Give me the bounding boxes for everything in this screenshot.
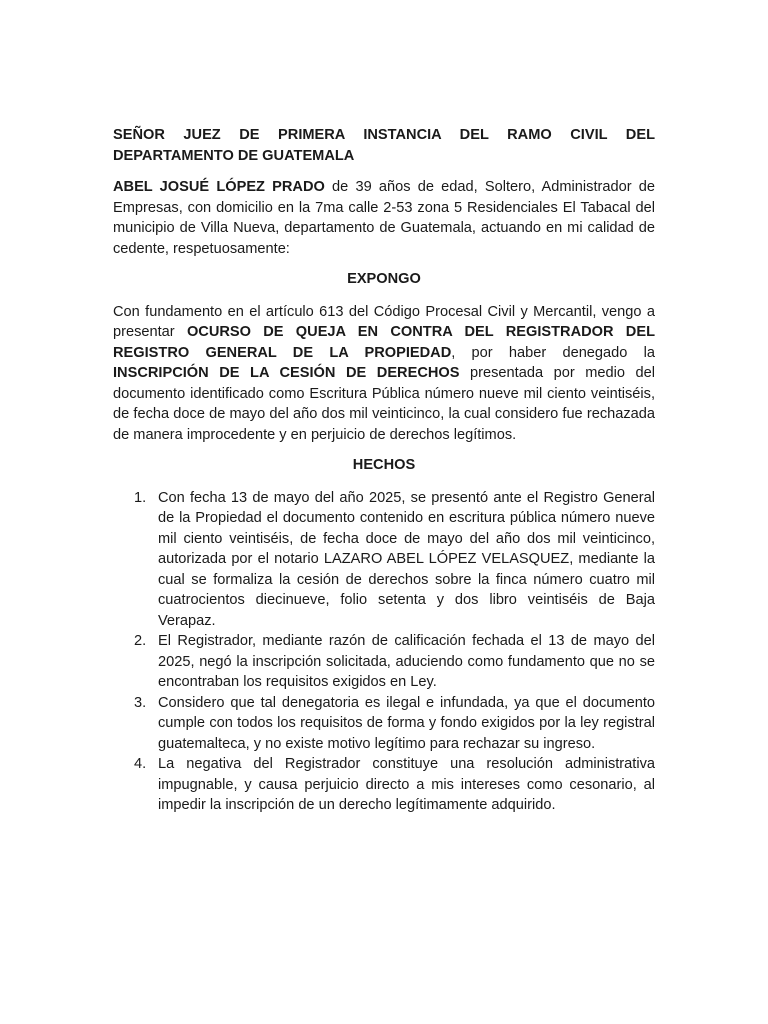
list-item xyxy=(113,754,655,816)
expongo-bold-2: INSCRIPCIÓN DE LA CESIÓN DE DERECHOS xyxy=(113,365,460,381)
section-title-hechos: HECHOS xyxy=(352,457,416,473)
expongo-paragraph xyxy=(113,302,655,446)
intro-paragraph xyxy=(113,177,655,259)
list-item-number: 1. xyxy=(134,489,147,506)
list-item-text: El Registrador, mediante razón de calificación fechada el 13 de mayo del 2025, negó la inscripción solicitada, aduciendo como fundamento que no se encontraban los requisitos exigidos en Ley. xyxy=(158,633,655,690)
list-item xyxy=(113,693,655,755)
list-item-text: La negativa del Registrador constituye una resolución administrativa impugnable, y causa perjuicio directo a mis intereses como cesonario, al impedir la inscripción de un derecho legítimamente adquirido. xyxy=(158,756,655,813)
court-heading xyxy=(113,125,655,166)
list-item-number: 3. xyxy=(134,694,147,711)
list-item xyxy=(113,631,655,693)
facts-list xyxy=(113,488,655,816)
petitioner-name: ABEL JOSUÉ LÓPEZ PRADO xyxy=(113,179,325,195)
court-heading-line1: SEÑOR JUEZ DE PRIMERA INSTANCIA DEL RAMO CIVIL DEL xyxy=(113,127,655,143)
list-item-text: Con fecha 13 de mayo del año 2025, se presentó ante el Registro General de la Propiedad el documento contenido en escritura pública número nueve mil ciento veintiséis, de fecha doce de mayo del año dos mil veinticinco, autorizada por el notario LAZARO ABEL LÓPEZ VELASQUEZ, mediante la cual se formaliza la cesión de derechos sobre la finca número cuatro mil cuatrocientos diecinueve, folio setenta y dos libro veintiséis de Baja Verapaz. xyxy=(158,489,655,629)
list-item-number: 2. xyxy=(134,633,147,649)
intro-text: de 39 años de edad, Soltero, Administrador de Empresas, con domicilio en la 7ma calle 2-53 zona 5 Residenciales El Tabacal del municipio de Villa Nueva, departamento de Guatemala, actuando en mi calidad de cedente, respetuosamente: xyxy=(113,179,655,257)
section-title-expongo: EXPONGO xyxy=(347,271,421,287)
list-item xyxy=(113,488,655,632)
expongo-bold-1: OCURSO DE QUEJA EN CONTRA DEL REGISTRADOR DEL REGISTRO GENERAL DE LA PROPIEDAD xyxy=(113,324,655,361)
document-page xyxy=(113,125,655,816)
list-item-text: Considero que tal denegatoria es ilegal e infundada, ya que el documento cumple con todos los requisitos de forma y fondo exigidos por la ley registral guatemalteca, y no existe motivo legítimo para rechazar su ingreso. xyxy=(158,694,655,752)
expongo-text-1: Con fundamento en el artículo 613 del Código Procesal Civil y Mercantil, vengo a presentar xyxy=(113,303,655,340)
list-item-number: 4. xyxy=(134,756,147,772)
expongo-text-2: , por haber denegado la xyxy=(451,344,655,361)
court-heading-line2: DEPARTAMENTO DE GUATEMALA xyxy=(113,147,355,164)
expongo-text-3: presentada por medio del documento identificado como Escritura Pública número nueve mil ciento veintiséis, de fecha doce de mayo del año dos mil veinticinco, la cual considero fue rechazada de manera improcedente y en perjuicio de derechos legítimos. xyxy=(113,365,655,443)
